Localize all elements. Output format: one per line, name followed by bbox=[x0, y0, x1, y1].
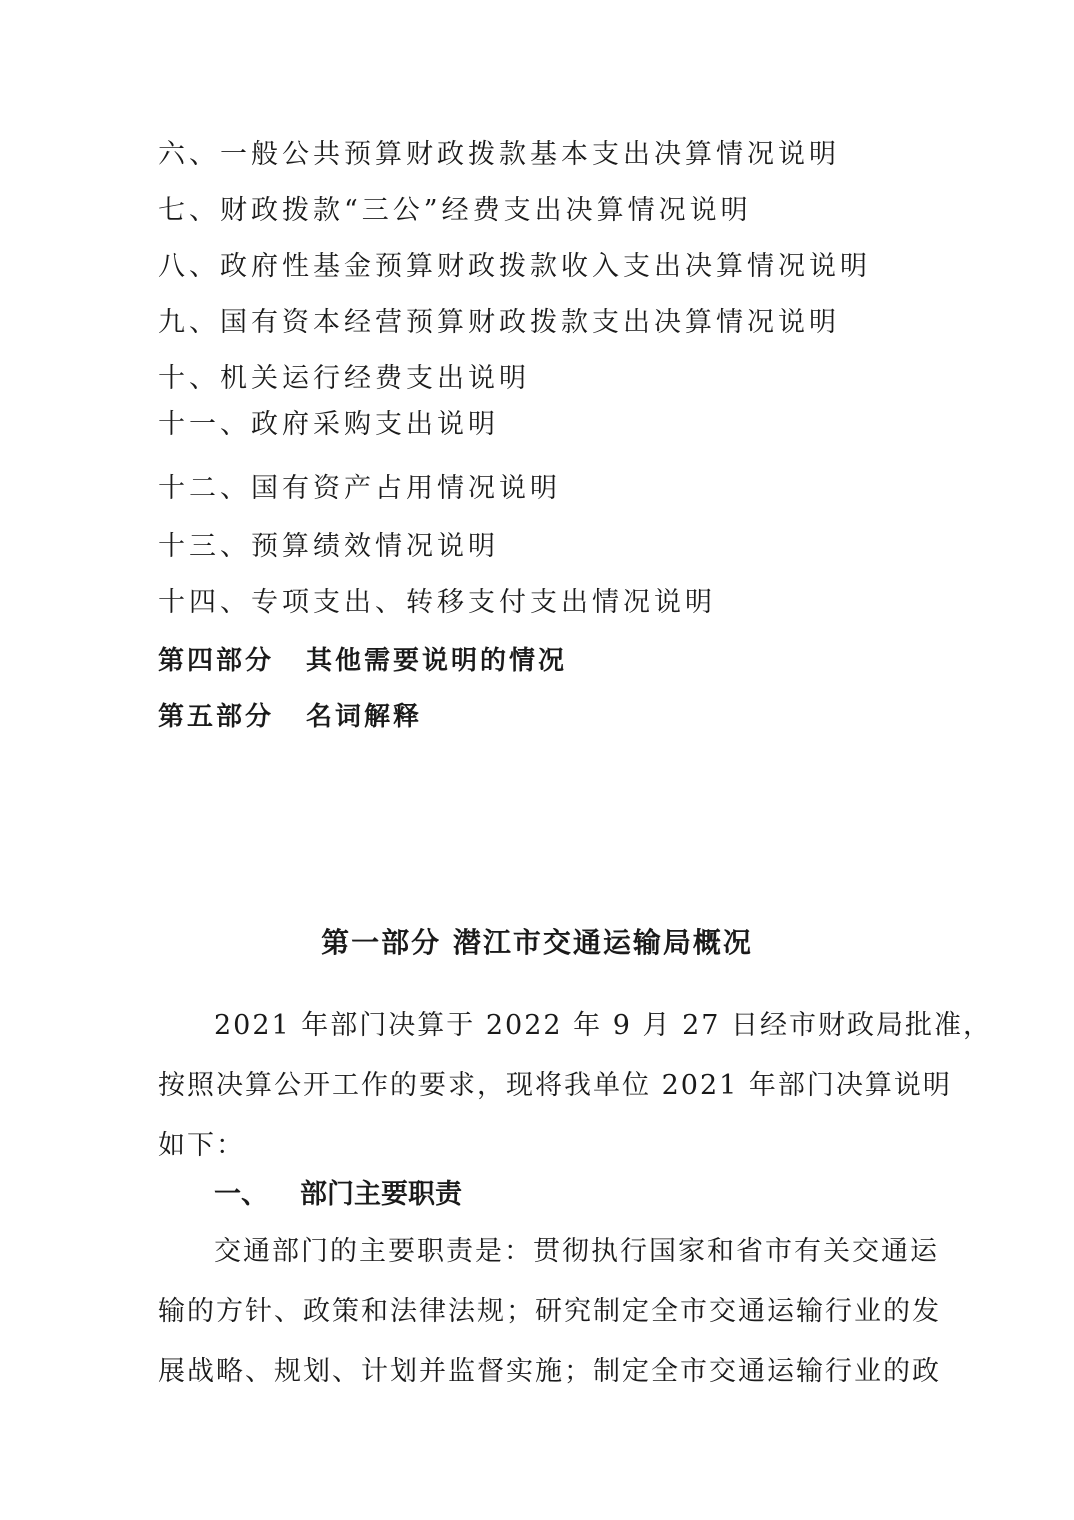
subheading bbox=[214, 1176, 462, 1214]
toc-part-5-number: 第五部分 bbox=[158, 702, 275, 732]
duty-line-2: 输的方针、政策和法律法规；研究制定全市交通运输行业的发 bbox=[158, 1296, 941, 1327]
intro-line-1: 2021 年部门决算于 2022 年 9 月 27 日经市财政局批准， bbox=[214, 1010, 993, 1041]
intro-line-3: 如下： bbox=[158, 1130, 245, 1161]
duty-line-3: 展战略、规划、计划并监督实施；制定全市交通运输行业的政 bbox=[158, 1356, 941, 1387]
toc-item-14: 十四、专项支出、转移支付支出情况说明 bbox=[158, 587, 716, 618]
subheading-number: 一、 bbox=[214, 1179, 268, 1210]
toc-item-6: 六、一般公共预算财政拨款基本支出决算情况说明 bbox=[158, 139, 840, 170]
toc-part-5-title: 名词解释 bbox=[306, 702, 423, 732]
intro-line-2: 按照决算公开工作的要求，现将我单位 2021 年部门决算说明 bbox=[158, 1070, 952, 1101]
toc-part-5 bbox=[158, 700, 422, 734]
toc-item-12: 十二、国有资产占用情况说明 bbox=[158, 473, 561, 504]
toc-item-13: 十三、预算绩效情况说明 bbox=[158, 531, 499, 562]
toc-item-8: 八、政府性基金预算财政拨款收入支出决算情况说明 bbox=[158, 251, 871, 282]
intro-paragraph bbox=[158, 996, 993, 1176]
toc-item-11: 十一、政府采购支出说明 bbox=[158, 409, 499, 440]
subheading-title: 部门主要职责 bbox=[300, 1179, 462, 1210]
toc-part-4-number: 第四部分 bbox=[158, 646, 275, 676]
toc-part-4 bbox=[158, 644, 567, 678]
duty-paragraph bbox=[158, 1222, 941, 1402]
toc-part-4-title: 其他需要说明的情况 bbox=[306, 646, 568, 676]
duty-line-1: 交通部门的主要职责是：贯彻执行国家和省市有关交通运 bbox=[214, 1236, 939, 1267]
toc-item-10: 十、机关运行经费支出说明 bbox=[158, 363, 530, 394]
toc-item-7: 七、财政拨款“三公”经费支出决算情况说明 bbox=[158, 195, 752, 226]
toc-item-9: 九、国有资本经营预算财政拨款支出决算情况说明 bbox=[158, 307, 840, 338]
section-title: 第一部分 潜江市交通运输局概况 bbox=[321, 926, 753, 959]
